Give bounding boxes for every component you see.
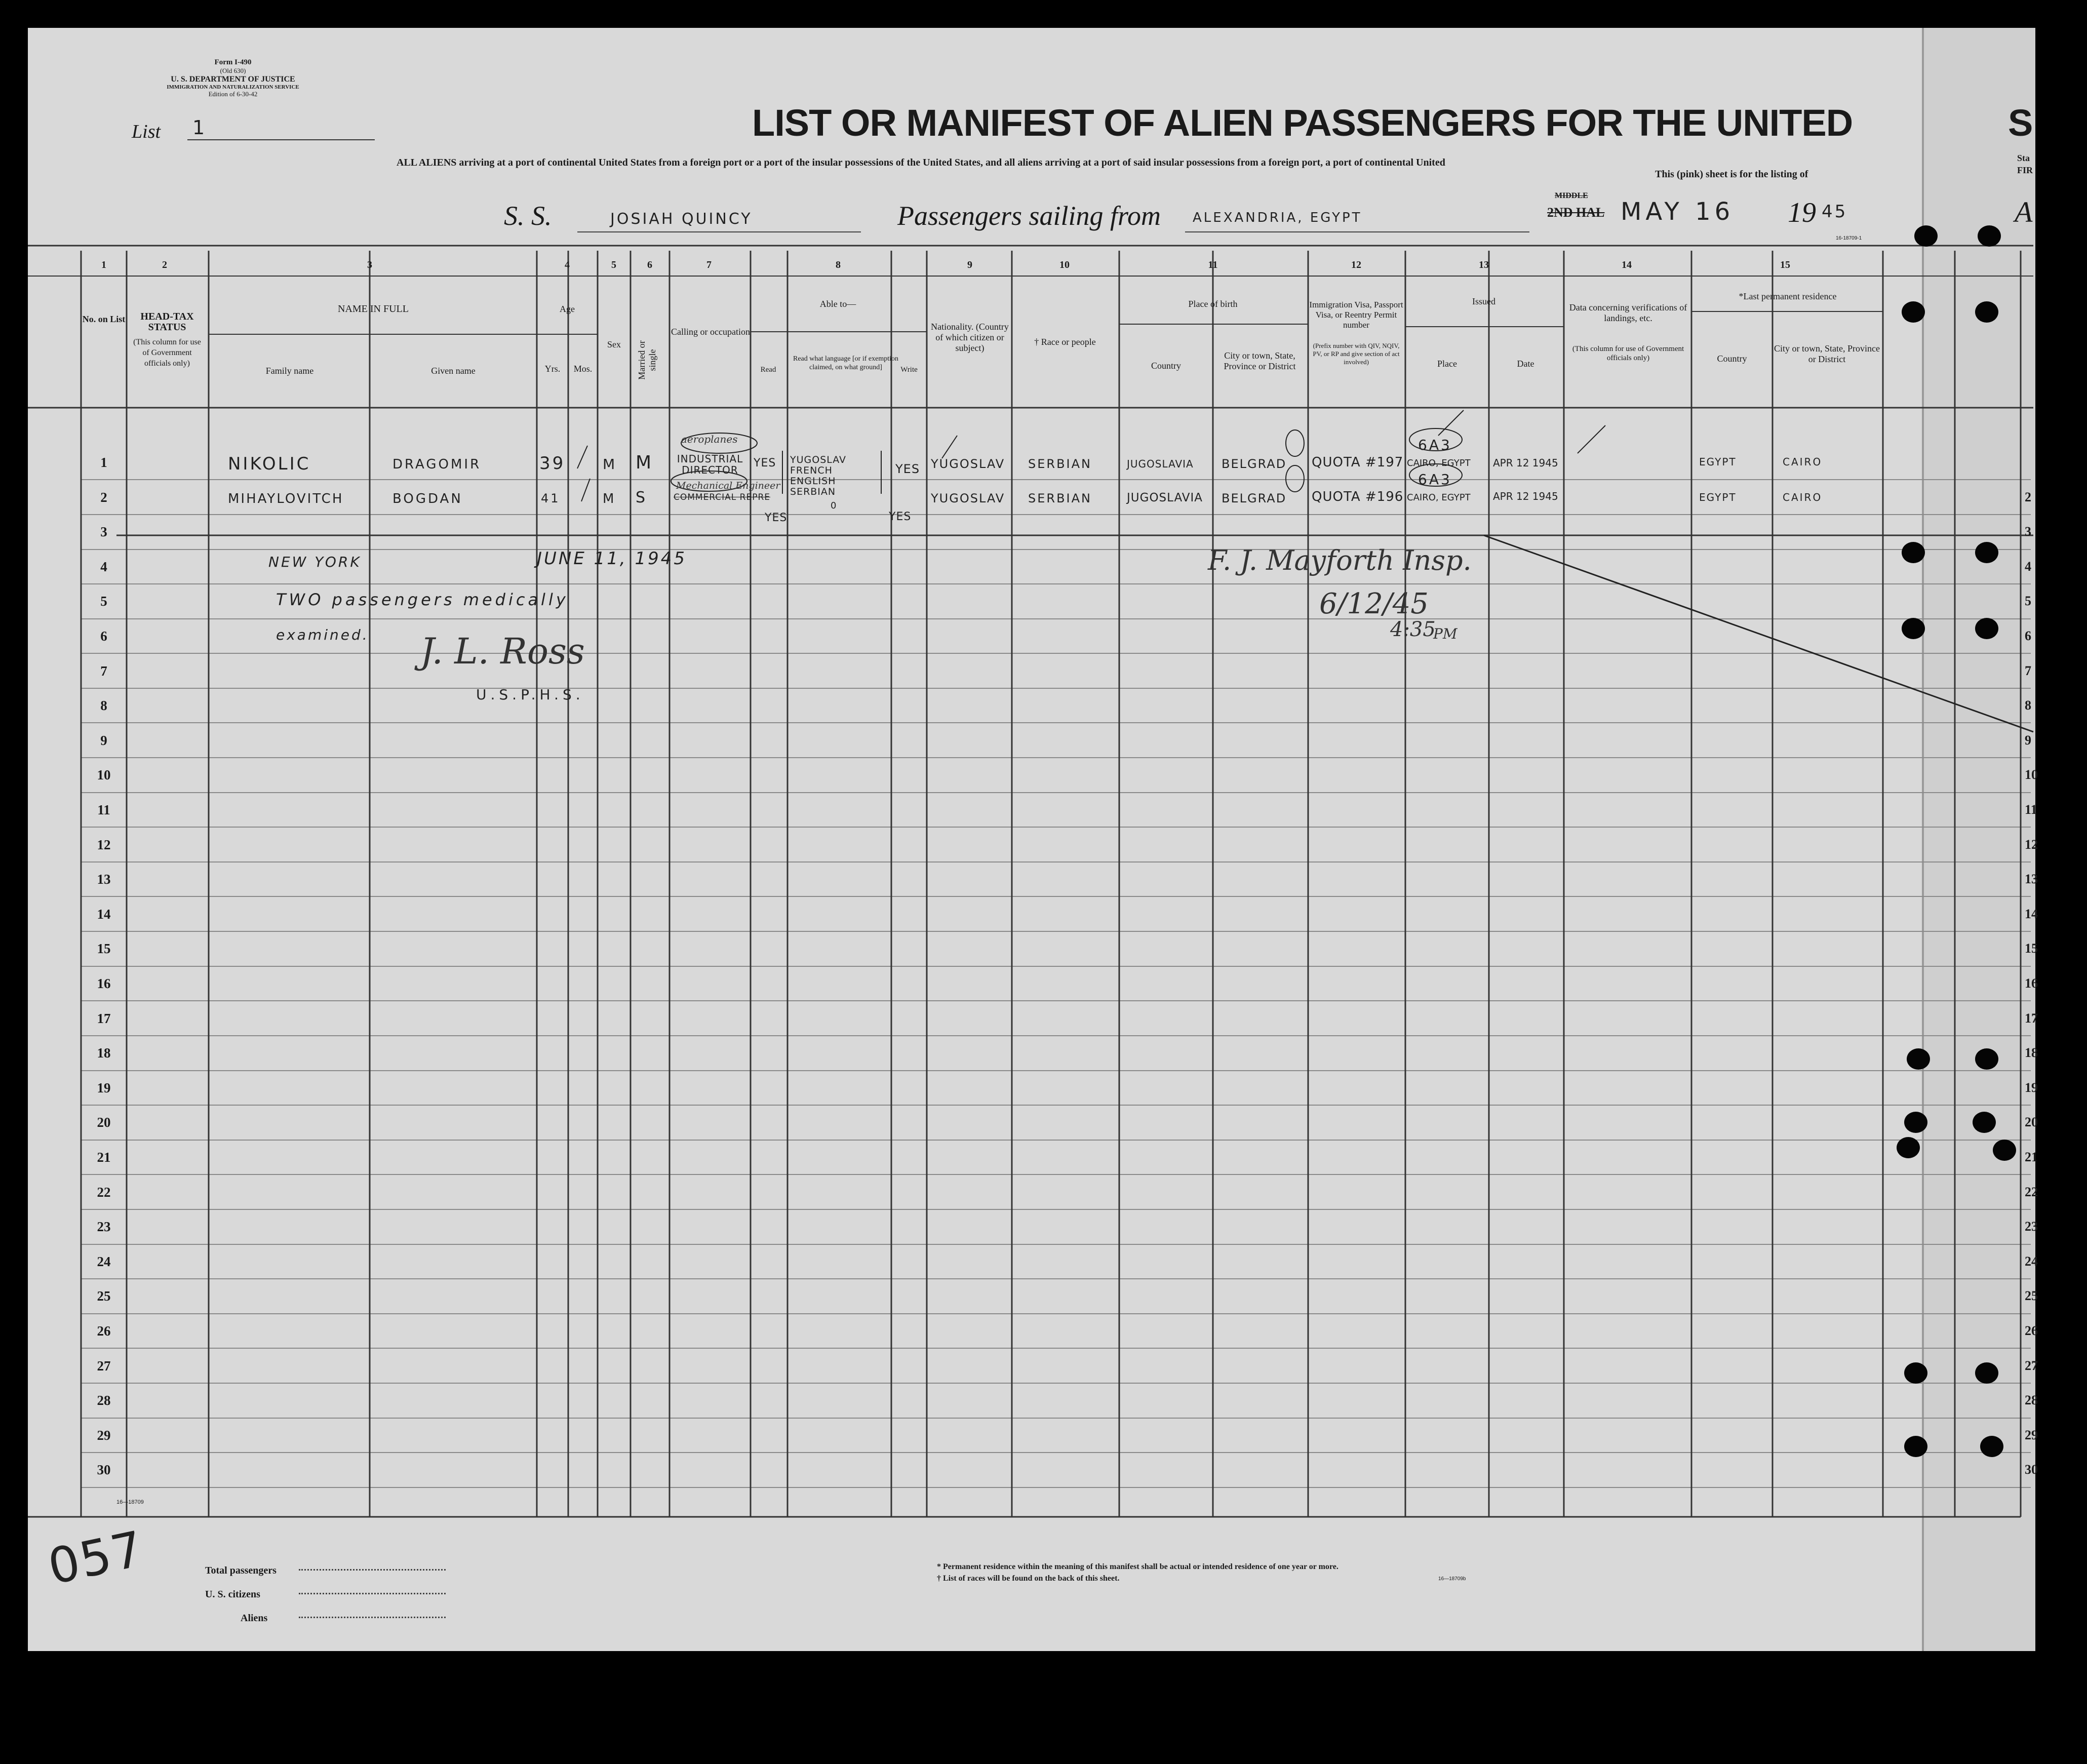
check-mark xyxy=(1438,410,1464,436)
languages: YUGOSLAV FRENCH ENGLISH SERBIAN xyxy=(790,454,847,497)
can-read: YES xyxy=(765,512,787,524)
footer-total-passengers: Total passengers xyxy=(205,1565,277,1576)
adjacent-row-number: 18 xyxy=(2025,1045,2038,1060)
punch-hole xyxy=(1980,1436,2003,1457)
bottom-form-code: 16—18709 xyxy=(116,1499,144,1505)
right-cut-line1: Sta xyxy=(2017,153,2030,163)
edition: Edition of 6-30-42 xyxy=(208,90,258,98)
row-number: 4 xyxy=(100,559,107,574)
header-visa: Immigration Visa, Passport Visa, or Reentry Permit number xyxy=(1309,300,1403,330)
inspector-date: 6/12/45 xyxy=(1319,587,1429,620)
residence-city: CAIRO xyxy=(1783,456,1823,468)
examiner-signature: J. L. Ross xyxy=(420,631,585,672)
column-number: 1 xyxy=(101,259,106,270)
annotation-note-2: examined. xyxy=(276,626,369,643)
examiner-service: U.S.P.H.S. xyxy=(476,686,584,703)
struck-half: 2ND HAL xyxy=(1547,205,1605,220)
adjacent-row-number: 12 xyxy=(2025,837,2038,852)
row-number: 11 xyxy=(97,802,110,817)
row-number: 25 xyxy=(97,1288,111,1304)
list-number: 1 xyxy=(192,116,207,139)
adjacent-row-number: 16 xyxy=(2025,976,2038,991)
sailing-label: Passengers sailing from xyxy=(897,201,1161,231)
check-mark xyxy=(1578,425,1605,453)
column-number: 10 xyxy=(1059,259,1070,270)
punch-hole xyxy=(1993,1140,2016,1161)
birth-city: BELGRAD xyxy=(1222,457,1287,471)
circled-mark xyxy=(1286,430,1304,456)
header-no-on-list: No. on List xyxy=(82,314,126,324)
punch-hole xyxy=(1902,542,1925,563)
adjacent-row-number: 29 xyxy=(2025,1428,2038,1442)
column-number: 15 xyxy=(1780,259,1790,270)
visa-section: 6A3 xyxy=(1418,471,1452,488)
adjacent-row-number: 27 xyxy=(2025,1358,2038,1373)
header-given-name: Given name xyxy=(431,366,476,376)
diagonal-strike xyxy=(1484,535,2033,732)
service: IMMIGRATION AND NATURALIZATION SERVICE xyxy=(167,84,299,90)
header-read-language: Read what language [or if exemption claimed, on what ground] xyxy=(793,355,898,371)
header-calling: Calling or occupation xyxy=(671,327,750,337)
row-number: 10 xyxy=(97,767,111,782)
header-verifications-note: (This column for use of Government officials only) xyxy=(1572,345,1684,362)
issued-date: APR 12 1945 xyxy=(1493,490,1558,502)
ship-name: JOSIAH QUINCY xyxy=(610,210,753,228)
check-mark xyxy=(577,446,587,468)
punch-hole xyxy=(1902,618,1925,639)
sex: M xyxy=(603,491,616,506)
row-number: 1 xyxy=(100,455,107,470)
year-prefix: 19 xyxy=(1788,197,1816,228)
adjacent-row-number: 10 xyxy=(2025,767,2038,782)
adjacent-row-number: 11 xyxy=(2025,802,2037,817)
punch-hole xyxy=(1897,1137,1920,1158)
header-married: Married or single xyxy=(637,340,657,380)
given-name: BOGDAN xyxy=(392,491,463,506)
check-mark xyxy=(942,436,957,458)
row-number: 15 xyxy=(97,941,111,956)
punch-hole xyxy=(1975,618,1998,639)
punch-hole xyxy=(1904,1112,1927,1133)
row-number: 12 xyxy=(97,837,111,852)
header-res-city: City or town, State, Province or District xyxy=(1774,343,1880,364)
can-write: YES xyxy=(889,511,912,523)
family-name: MIHAYLOVITCH xyxy=(228,491,344,506)
row-number: 20 xyxy=(97,1115,111,1130)
adjacent-row-number: 5 xyxy=(2025,594,2031,608)
header-age: Age xyxy=(560,304,575,314)
punch-hole xyxy=(1907,1048,1930,1070)
subtitle-line2: This (pink) sheet is for the listing of xyxy=(1655,169,1808,180)
header-birth-city: City or town, State, Province or District xyxy=(1224,350,1296,371)
row-number: 17 xyxy=(97,1011,111,1026)
row-number: 18 xyxy=(97,1045,111,1061)
row-number: 3 xyxy=(100,524,107,539)
header-head-tax: HEAD-TAX STATUS xyxy=(140,311,194,333)
inspector-pm: PM xyxy=(1433,625,1458,642)
adjacent-row-number: 3 xyxy=(2025,524,2031,539)
annotation-note-1: TWO passengers medically xyxy=(276,590,569,609)
column-number: 6 xyxy=(647,259,652,270)
row-number: 2 xyxy=(100,490,107,505)
header-nationality: Nationality. (Country of which citizen or subject) xyxy=(931,322,1009,353)
circled-mark xyxy=(1286,465,1304,492)
row-number: 19 xyxy=(97,1080,111,1095)
annotation-date: JUNE 11, 1945 xyxy=(537,548,687,569)
column-number: 3 xyxy=(367,259,372,270)
adjacent-row-number: 2 xyxy=(2025,490,2031,504)
form-number: Form I-490 xyxy=(214,58,252,66)
row-number: 5 xyxy=(100,594,107,609)
footer-aliens: Aliens xyxy=(241,1613,268,1624)
sailing-date: MAY 16 xyxy=(1621,198,1735,226)
can-write: YES xyxy=(895,462,920,476)
row-number: 30 xyxy=(97,1462,111,1477)
header-res-country: Country xyxy=(1717,354,1747,364)
family-name: NIKOLIC xyxy=(228,454,311,474)
adjacent-row-number: 14 xyxy=(2025,907,2038,921)
departure-port: ALEXANDRIA, EGYPT xyxy=(1193,210,1362,225)
form-old-number: (Old 630) xyxy=(220,67,246,74)
adjacent-row-number: 23 xyxy=(2025,1219,2038,1234)
visa-section: 6A3 xyxy=(1418,437,1452,453)
footer-citizens-line xyxy=(299,1593,446,1594)
row-number: 24 xyxy=(97,1254,111,1269)
header-last-residence: *Last permanent residence xyxy=(1739,291,1837,301)
adjacent-row-number: 8 xyxy=(2025,698,2031,713)
header-issued: Issued xyxy=(1472,296,1495,306)
punch-hole xyxy=(1975,301,1998,323)
row-number: 6 xyxy=(100,629,107,644)
race: SERBIAN xyxy=(1028,491,1092,505)
footer-note-races: † List of races will be found on the back of this sheet. xyxy=(937,1574,1120,1583)
header-issued-date: Date xyxy=(1517,359,1534,369)
can-read: YES xyxy=(754,457,776,469)
column-number: 2 xyxy=(162,259,167,270)
adjacent-row-number: 26 xyxy=(2025,1323,2038,1338)
adjacent-row-number: 6 xyxy=(2025,629,2031,643)
column-number: 8 xyxy=(836,259,841,270)
row-number: 28 xyxy=(97,1393,111,1408)
column-number: 7 xyxy=(706,259,712,270)
occupation: COMMERCIAL REPRE xyxy=(674,492,771,502)
nationality: YUGOSLAV xyxy=(931,457,1005,471)
adjacent-row-number: 15 xyxy=(2025,941,2038,956)
annotation-city: NEW YORK xyxy=(268,554,362,570)
footer-us-citizens: U. S. citizens xyxy=(205,1589,260,1600)
right-cut-line2: FIR xyxy=(2017,165,2033,175)
header-yrs: Yrs. xyxy=(544,364,561,374)
footer-note-residence: * Permanent residence within the meaning of this manifest shall be actual or intended residence of one year or more. xyxy=(937,1562,1338,1571)
punch-hole xyxy=(1973,1112,1996,1133)
header-write: Write xyxy=(900,366,918,374)
nationality: YUGOSLAV xyxy=(931,491,1005,505)
title-cut-letter: S xyxy=(2008,102,2033,144)
inspector-time: 4:35 xyxy=(1390,618,1436,641)
header-mos: Mos. xyxy=(573,364,593,374)
adjacent-row-number: 7 xyxy=(2025,663,2031,678)
adjacent-row-number: 28 xyxy=(2025,1393,2038,1407)
issued-place: CAIRO, EGYPT xyxy=(1407,492,1471,503)
footer-aliens-line xyxy=(299,1617,446,1618)
column-number: 14 xyxy=(1622,259,1632,270)
adjacent-row-number: 25 xyxy=(2025,1288,2038,1303)
adjacent-row-number: 9 xyxy=(2025,733,2031,748)
adjacent-row-number: 4 xyxy=(2025,559,2031,574)
adjacent-row-number: 13 xyxy=(2025,872,2038,886)
row-number: 23 xyxy=(97,1219,111,1234)
adjacent-row-number: 24 xyxy=(2025,1254,2038,1269)
row-number: 8 xyxy=(100,698,107,713)
department: U. S. DEPARTMENT OF JUSTICE xyxy=(171,75,295,84)
adjacent-row-number: 30 xyxy=(2025,1462,2038,1477)
footer-form-code: 16—18709b xyxy=(1438,1576,1466,1582)
visa-number: QUOTA #197 xyxy=(1312,455,1404,470)
languages: 0 xyxy=(831,500,839,511)
row-number: 9 xyxy=(100,733,107,748)
punch-hole xyxy=(1914,225,1938,247)
header-sex: Sex xyxy=(607,339,621,349)
punch-hole xyxy=(1978,225,2001,247)
row-number: 29 xyxy=(97,1428,111,1443)
row-number: 16 xyxy=(97,976,111,991)
adjacent-row-number: 20 xyxy=(2025,1115,2038,1129)
punch-hole xyxy=(1975,542,1998,563)
ss-label: S. S. xyxy=(504,201,552,231)
page-number: 057 xyxy=(43,1520,149,1596)
punch-hole xyxy=(1904,1436,1927,1457)
row-number: 14 xyxy=(97,907,111,922)
row-number: 21 xyxy=(97,1150,111,1165)
age-years: 41 xyxy=(541,491,561,505)
sex: M xyxy=(603,456,617,473)
birth-country: JUGOSLAVIA xyxy=(1127,458,1194,470)
column-number: 9 xyxy=(967,259,972,270)
header-birth-country: Country xyxy=(1151,361,1181,371)
row-number: 26 xyxy=(97,1323,111,1339)
header-verifications: Data concerning verifications of landings, etc. xyxy=(1569,302,1687,323)
punch-hole xyxy=(1975,1362,1998,1384)
manifest-title: LIST OR MANIFEST OF ALIEN PASSENGERS FOR THE UNITED xyxy=(752,102,1853,144)
adjacent-row-number: 22 xyxy=(2025,1185,2038,1199)
race: SERBIAN xyxy=(1028,457,1092,471)
residence-country: EGYPT xyxy=(1699,491,1737,503)
subtitle: ALL ALIENS arriving at a port of continental United States from a foreign port or a port of the insular possessions of the United States, and all aliens arriving at a port of said insular possessions from a foreign port, a port of continental United xyxy=(397,157,1445,168)
adjacent-row-number: 19 xyxy=(2025,1080,2038,1095)
occupation-note: Mechanical Engineer xyxy=(676,480,780,491)
footer-total-line xyxy=(299,1569,446,1571)
inspector-signature: F. J. Mayforth Insp. xyxy=(1208,544,1472,576)
column-number: 12 xyxy=(1351,259,1361,270)
punch-hole xyxy=(1975,1048,1998,1070)
header-read: Read xyxy=(760,366,776,374)
header-family-name: Family name xyxy=(265,366,314,376)
column-number: 13 xyxy=(1479,259,1489,270)
column-number: 11 xyxy=(1208,259,1218,270)
row-number: 13 xyxy=(97,872,111,887)
row-number: 7 xyxy=(100,663,107,679)
header-able-to: Able to— xyxy=(819,299,856,309)
header-head-tax-note: (This column for use of Government officials only) xyxy=(133,338,201,368)
visa-number: QUOTA #196 xyxy=(1312,489,1404,504)
header-issued-place: Place xyxy=(1437,359,1457,369)
occupation: INDUSTRIAL DIRECTOR xyxy=(677,453,743,476)
column-number: 5 xyxy=(611,259,616,270)
adjacent-row-number: 21 xyxy=(2025,1150,2038,1164)
header-visa-note: (Prefix number with QIV, NQIV, PV, or RP and give section of act involved) xyxy=(1313,342,1400,366)
struck-middle: MIDDLE xyxy=(1555,191,1588,200)
marital-status: M xyxy=(636,452,654,473)
issued-date: APR 12 1945 xyxy=(1493,457,1558,469)
row-number: 22 xyxy=(97,1185,111,1200)
header-place-of-birth: Place of birth xyxy=(1188,299,1238,309)
check-mark xyxy=(581,479,590,501)
header-name-in-full: NAME IN FULL xyxy=(338,303,409,315)
row-number: 27 xyxy=(97,1358,111,1374)
birth-city: BELGRAD xyxy=(1222,491,1287,505)
marital-status: S xyxy=(636,489,648,506)
form-code: 16-18709-1 xyxy=(1836,236,1862,241)
residence-city: CAIRO xyxy=(1783,491,1823,503)
age-years: 39 xyxy=(539,453,566,474)
right-cut-letter: A xyxy=(2015,195,2033,228)
birth-country: JUGOSLAVIA xyxy=(1127,491,1203,504)
residence-country: EGYPT xyxy=(1699,456,1737,468)
issued-place: CAIRO, EGYPT xyxy=(1407,458,1471,468)
occupation-note: aeroplanes xyxy=(681,433,738,445)
punch-hole xyxy=(1902,301,1925,323)
column-number: 4 xyxy=(565,259,570,270)
year-suffix: 45 xyxy=(1822,202,1848,222)
punch-hole xyxy=(1904,1362,1927,1384)
list-label: List xyxy=(132,121,161,142)
given-name: DRAGOMIR xyxy=(392,457,482,472)
header-race: † Race or people xyxy=(1034,337,1096,347)
adjacent-row-number: 17 xyxy=(2025,1011,2038,1026)
